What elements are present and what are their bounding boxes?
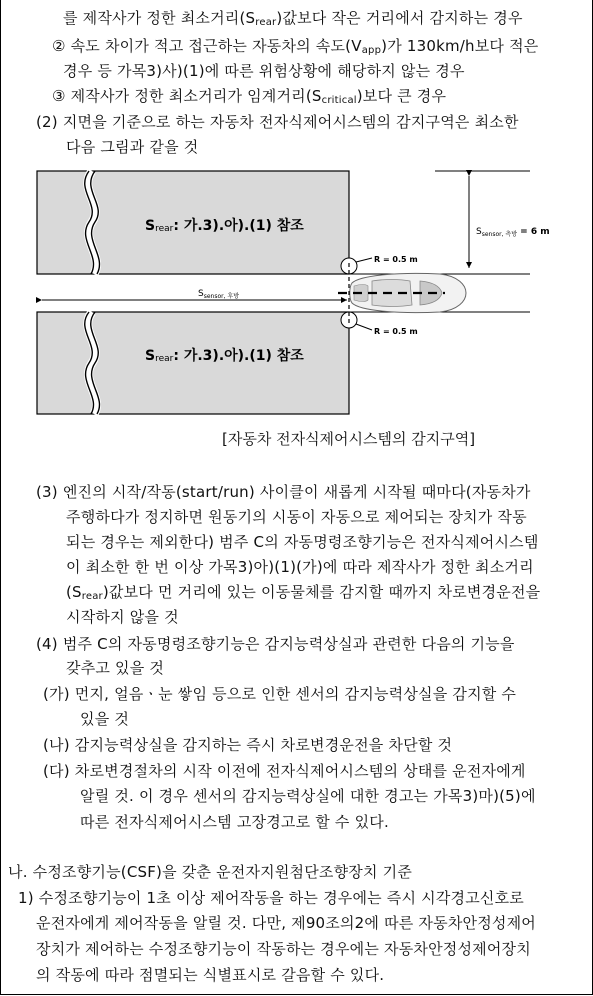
lateral-distance-label: $S_{sensor, 측방} = 6$ m bbox=[476, 227, 550, 238]
rear-distance-label: $S_{sensor, 후방}$ bbox=[198, 289, 240, 300]
text-line: (2) 지면을 기준으로 하는 자동차 전자식제어시스템의 감지구역은 최소한 bbox=[36, 113, 519, 131]
figure-caption: [자동차 전자식제어시스템의 감지구역] bbox=[222, 430, 476, 448]
text-line: (다) 차로변경절차의 시작 이전에 전자식제어시스템의 상태를 운전자에게 bbox=[43, 762, 526, 780]
lower-zone-label: Srear: 가.3).아).(1) 참조 bbox=[145, 348, 304, 364]
text-line: 따른 전자식제어시스템 고장경고로 할 수 있다. bbox=[80, 813, 389, 831]
radius-label-bottom: R = 0.5 m bbox=[374, 327, 418, 336]
section-heading: 나. 수정조향기능(CSF)을 갖춘 운전자지원첨단조향장치 기준 bbox=[8, 863, 413, 881]
text-line: 있을 것 bbox=[80, 710, 130, 728]
text-line: 다음 그림과 같을 것 bbox=[66, 138, 199, 156]
text-line: 시작하지 않을 것 bbox=[66, 608, 179, 626]
text-line: $(S_{rear})$값보다 먼 거리에 있는 이동물체를 감지할 때까지 차로변경운전을 bbox=[66, 583, 541, 602]
text-line: 되는 경우는 제외한다) 범주 C의 자동명령조향기능은 전자식제어시스템 bbox=[66, 533, 539, 551]
radius-label-top: R = 0.5 m bbox=[374, 255, 418, 264]
upper-zone-label: Srear: 가.3).아).(1) 참조 bbox=[145, 218, 304, 234]
text-line: (나) 감지능력상실을 감지하는 즉시 차로변경운전을 차단할 것 bbox=[43, 736, 453, 754]
text-line: (4) 범주 C의 자동명령조향기능은 감지능력상실과 관련한 다음의 기능을 bbox=[36, 635, 515, 653]
detection-zone-figure bbox=[0, 160, 593, 425]
text-line: 장치가 제어하는 수정조향기능이 작동하는 경우에는 자동차안정성제어장치 bbox=[36, 940, 531, 958]
text-line: 경우 등 가목3)사)(1)에 따른 위험상황에 해당하지 않는 경우 bbox=[63, 62, 465, 80]
text-line: 갖추고 있을 것 bbox=[66, 659, 165, 677]
text-line: 를 제작사가 정한 최소거리$(S_{rear})$값보다 작은 거리에서 감지하는 경우 bbox=[63, 9, 523, 28]
text-line: 이 최소한 한 번 이상 가목3)아)(1)(가)에 따라 제작사가 정한 최소거리 bbox=[66, 558, 534, 576]
text-line: ③ 제작사가 정한 최소거리가 임계거리$(S_{critical})$보다 큰 경우 bbox=[52, 87, 447, 106]
text-line: (3) 엔진의 시작/작동(start/run) 사이클이 새롭게 시작될 때마다(자동차가 bbox=[36, 483, 531, 501]
car-top-view bbox=[350, 273, 466, 312]
text-line: 의 작동에 따라 점멸되는 식별표시로 갈음할 수 있다. bbox=[36, 966, 385, 984]
text-line: 알릴 것. 이 경우 센서의 감지능력상실에 대한 경고는 가목3)마)(5)에 bbox=[80, 787, 536, 805]
text-line: (가) 먼지, 얼음ㆍ눈 쌓임 등으로 인한 센서의 감지능력상실을 감지할 수 bbox=[43, 685, 517, 703]
text-line: 1) 수정조향기능이 1초 이상 제어작동을 하는 경우에는 즉시 시각경고신호로 bbox=[18, 889, 524, 907]
text-line: ② 속도 차이가 적고 접근하는 자동차의 속도$(V_{app})$가 130km/h보다 적은 bbox=[52, 37, 539, 56]
text-line: 주행하다가 정지하면 원동기의 시동이 자동으로 제어되는 장치가 작동 bbox=[66, 508, 527, 526]
text-line: 운전자에게 제어작동을 알릴 것. 다만, 제90조의2에 따른 자동차안정성제어 bbox=[36, 914, 536, 932]
